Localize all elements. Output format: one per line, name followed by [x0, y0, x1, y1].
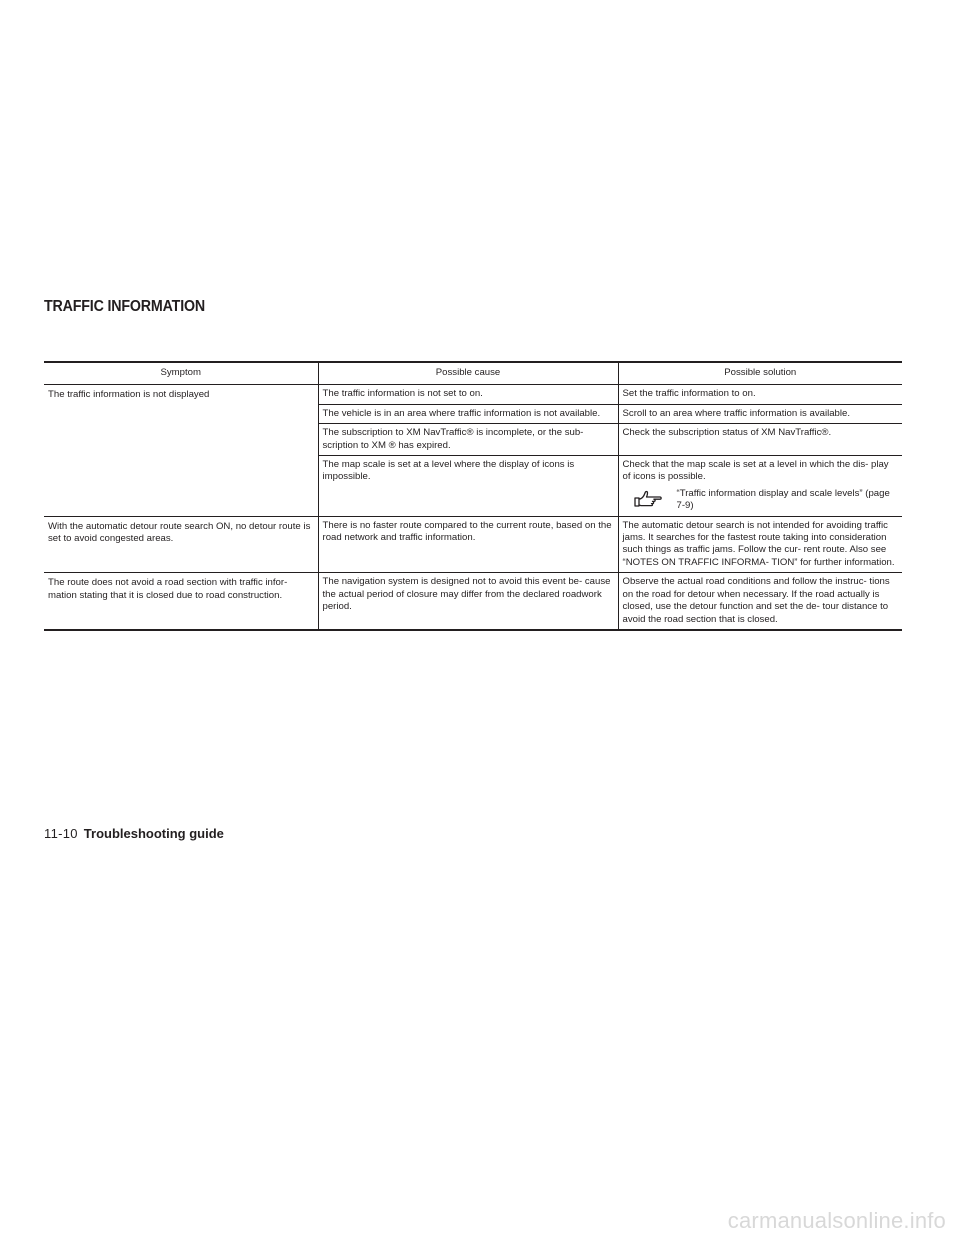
table-row: [44, 385, 902, 404]
solution-cell: [618, 456, 902, 517]
solution-cell: Scroll to an area where traffic information is available.: [618, 404, 902, 423]
page-number: 11-10: [44, 826, 78, 841]
symptom-cell: The traffic information is not displayed: [44, 385, 318, 516]
watermark: carmanualsonline.info: [727, 1208, 946, 1233]
table-row: [44, 516, 902, 573]
solution-cell: Set the traffic information to on.: [618, 385, 902, 404]
chapter-title: Troubleshooting guide: [83, 826, 224, 841]
header-symptom: Symptom: [44, 362, 318, 385]
table-header-row: [44, 362, 902, 385]
solution-cell: Observe the actual road conditions and follow the instruc- tions on the road for detour when necessary. If the road actually is closed, use the detour function and set the de- tour distance to avoid the road section that is closed.: [618, 573, 902, 630]
troubleshooting-table-container: [44, 361, 902, 631]
solution-cell: Check the subscription status of XM NavTraffic®.: [618, 424, 902, 456]
cause-cell: There is no faster route compared to the current route, based on the road network and traffic information.: [318, 516, 618, 573]
cause-cell: The vehicle is in an area where traffic information is not available.: [318, 404, 618, 423]
header-possible-solution: Possible solution: [618, 362, 902, 385]
solution-text: Check that the map scale is set at a level in which the dis- play of icons is possible.: [622, 459, 889, 483]
symptom-cell: The route does not avoid a road section with traffic infor- mation stating that it is closed due to road construction.: [44, 573, 318, 630]
reference-text: “Traffic information display and scale levels” (page 7-9): [676, 487, 890, 512]
section-title: TRAFFIC INFORMATION: [44, 298, 205, 315]
pointing-hand-icon: [633, 488, 663, 508]
cause-cell: The map scale is set at a level where the display of icons is impossible.: [318, 456, 618, 517]
cause-cell: The navigation system is designed not to avoid this event be- cause the actual period of closure may differ from the declared roadwork period.: [318, 573, 618, 630]
cause-cell: The subscription to XM NavTraffic® is incomplete, or the sub- scription to XM ® has expired.: [318, 424, 618, 456]
troubleshooting-table: [44, 361, 902, 631]
table-row: [44, 573, 902, 630]
page-reference: [623, 488, 899, 513]
cause-cell: The traffic information is not set to on.: [318, 385, 618, 404]
symptom-cell: With the automatic detour route search ON, no detour route is set to avoid congested areas.: [44, 516, 318, 573]
solution-cell: The automatic detour search is not intended for avoiding traffic jams. It searches for the fastest route taking into consideration such things as traffic jams. Follow the cur- rent route. Also see “NOTES ON TRAFFIC INFORMA- TION” for further information.: [618, 516, 902, 573]
header-possible-cause: Possible cause: [318, 362, 618, 385]
page-footer: [44, 826, 224, 841]
